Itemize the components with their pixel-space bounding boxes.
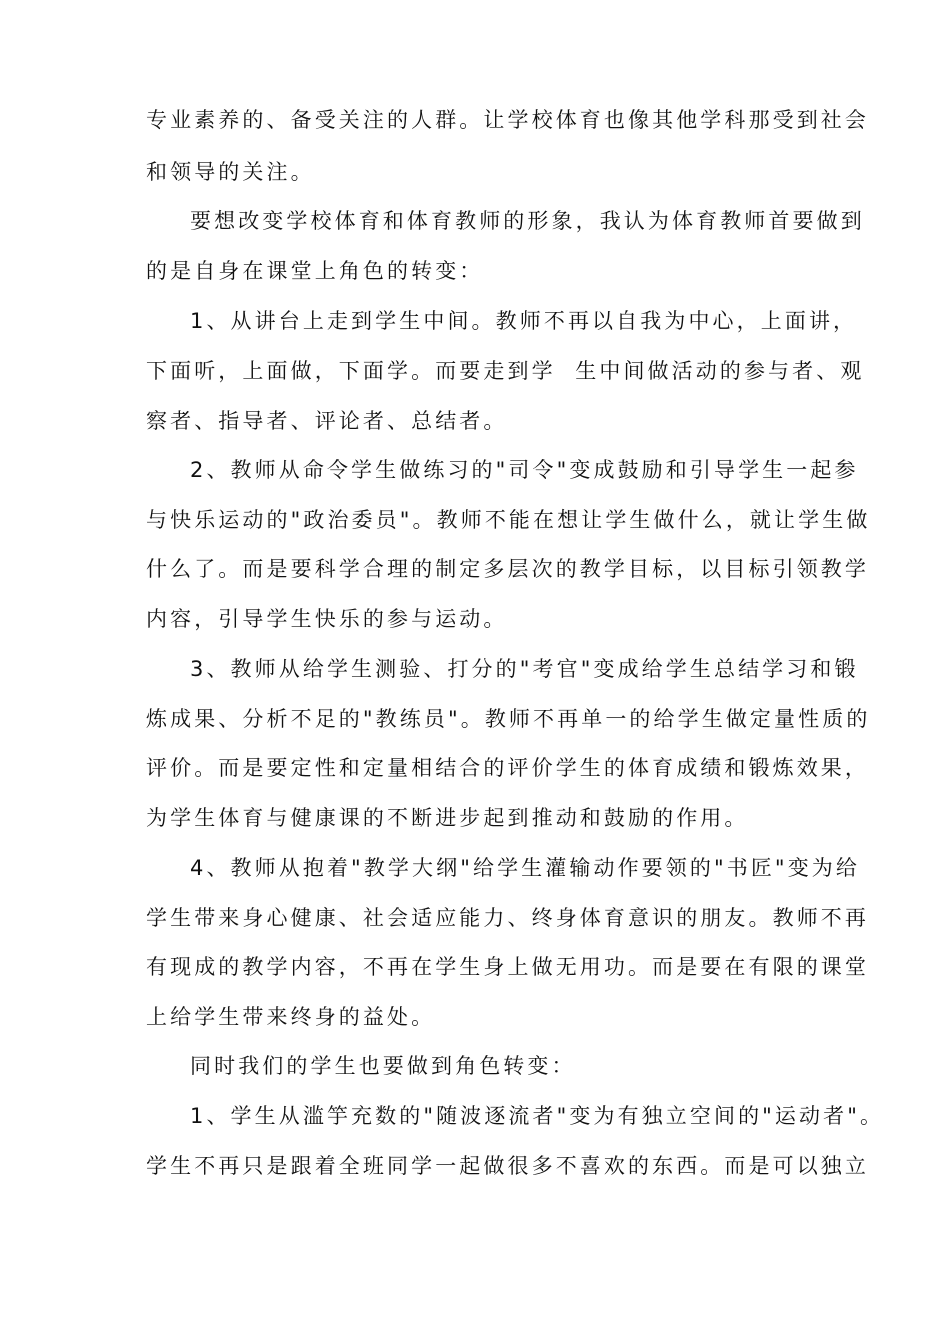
paragraph-first-line: 2、教师从命令学生做练习的"司令"变成鼓励和引导学生一起参 [190,458,859,482]
text-line: 什么了。而是要科学合理的制定多层次的教学目标，以目标引领教学 [146,557,869,581]
text-line: 有现成的教学内容，不再在学生身上做无用功。而是要在有限的课堂 [146,955,869,979]
text-line: 学生带来身心健康、社会适应能力、终身体育意识的朋友。教师不再 [146,906,869,930]
paragraph-first-line: 同时我们的学生也要做到角色转变： [190,1054,576,1078]
text-line: 评价。而是要定性和定量相结合的评价学生的体育成绩和锻炼效果， [146,756,869,780]
text-line: 内容，引导学生快乐的参与运动。 [146,607,508,631]
text-line: 察者、指导者、评论者、总结者。 [146,409,508,433]
text-line: 为学生体育与健康课的不断进步起到推动和鼓励的作用。 [146,806,749,830]
text-line: 学生不再只是跟着全班同学一起做很多不喜欢的东西。而是可以独立 [146,1154,869,1178]
text-line: 下面听，上面做，下面学。而要走到学 生中间做活动的参与者、观 [146,359,865,383]
paragraph-first-line: 要想改变学校体育和体育教师的形象，我认为体育教师首要做到 [190,209,865,233]
text-line: 和领导的关注。 [146,160,315,184]
text-line: 炼成果、分析不足的"教练员"。教师不再单一的给学生做定量性质的 [146,707,871,731]
text-line: 与快乐运动的"政治委员"。教师不能在想让学生做什么，就让学生做 [146,508,871,532]
text-line: 的是自身在课堂上角色的转变： [146,259,484,283]
paragraph-first-line: 1、从讲台上走到学生中间。教师不再以自我为中心，上面讲， [190,309,858,333]
text-line: 专业素养的、备受关注的人群。让学校体育也像其他学科那受到社会 [146,108,869,132]
paragraph-first-line: 3、教师从给学生测验、打分的"考官"变成给学生总结学习和锻 [190,657,859,681]
text-line: 上给学生带来终身的益处。 [146,1005,436,1029]
paragraph-first-line: 1、学生从滥竽充数的"随波逐流者"变为有独立空间的"运动者"。 [190,1104,885,1128]
paragraph-first-line: 4、教师从抱着"教学大纲"给学生灌输动作要领的"书匠"变为给 [190,856,860,880]
